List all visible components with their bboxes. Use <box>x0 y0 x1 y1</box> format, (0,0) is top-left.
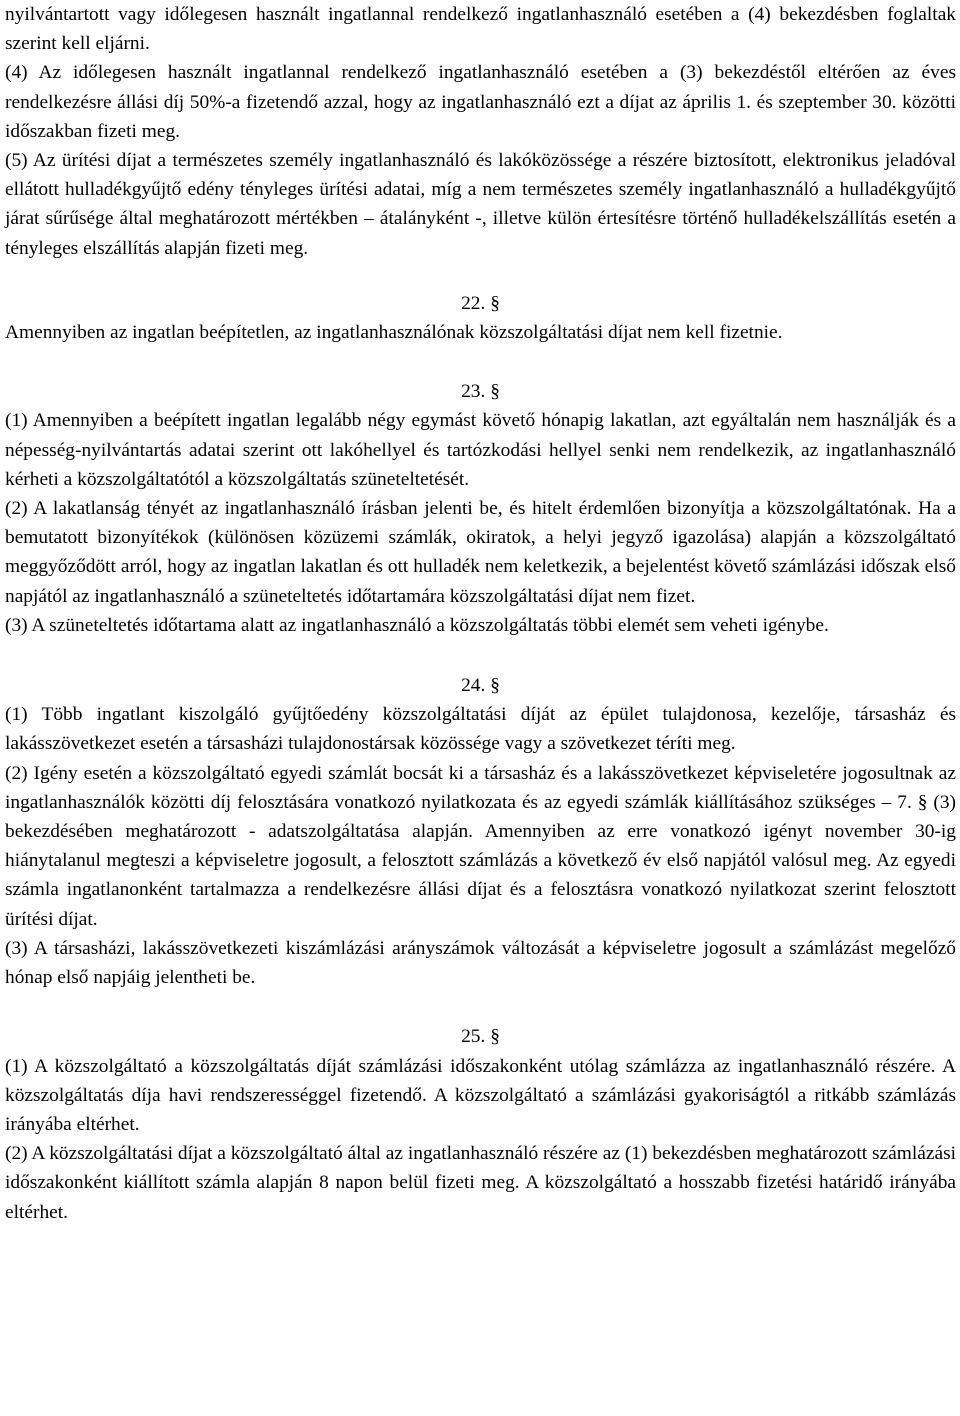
paragraph-2: (2) Igény esetén a közszolgáltató egyedi számlát bocsát ki a társasház és a lakásszövetkezet képviseletére jogosultnak az ingatlanhasználók közötti díj felosztására vonatkozó nyilatkozata és az egyedi számlák kiállításához szükséges – 7. § (3) bekezdésében meghatározott - adatszolgáltatása alapján. Amennyiben az erre vonatkozó igényt november 30-ig hiánytalanul megteszi a képviseletre jogosult, a felosztott számlázás a következő év első napjától valósul meg. Az egyedi számla ingatlanonként tartalmazza a rendelkezésre állási díjat és a felosztásra vonatkozó nyilatkozat szerint felosztott ürítési díjat. <box>5 762 956 930</box>
section-22 <box>5 289 956 347</box>
section-heading: 22. § <box>461 292 500 314</box>
paragraph-2: (2) A lakatlanság tényét az ingatlanhasználó írásban jelenti be, és hitelt érdemlően bizonyítja a közszolgáltatónak. Ha a bemutatott bizonyítékok (különösen közüzemi számlák, okiratok, a helyi jegyző igazolása) alapján a közszolgáltató meggyőződött arról, hogy az ingatlan lakatlan és ott hulladék nem keletkezik, a bejelentést követő számlázási időszak első napjától az ingatlanhasználó a szüneteltetés időtartamára közszolgáltatási díjat nem fizet. <box>5 498 956 607</box>
section-24 <box>5 671 956 992</box>
section-23 <box>5 377 956 640</box>
paragraph-4: (4) Az időlegesen használt ingatlannal rendelkező ingatlanhasználó esetében a (3) bekezdéstől eltérően az éves rendelkezésre állási díj 50%-a fizetendő azzal, hogy az ingatlanhasználó ezt a díjat az április 1. és szeptember 30. közötti időszakban fizeti meg. <box>5 62 956 142</box>
paragraph-continuation: nyilvántartott vagy időlegesen használt ingatlannal rendelkező ingatlanhasználó esetében a (4) bekezdésben foglaltak szerint kell eljárni. <box>5 4 956 55</box>
paragraph-1: (1) Amennyiben a beépített ingatlan legalább négy egymást követő hónapig lakatlan, azt egyáltalán nem használják és a népesség-nyilvántartás adatai szerint ott lakóhellyel és tartózkodási hellyel senki nem rendelkezik, az ingatlanhasználó kérheti a közszolgáltatótól a közszolgáltatás szüneteltetését. <box>5 410 956 490</box>
section-21-continuation <box>5 0 956 263</box>
section-spacer <box>5 640 956 671</box>
section-heading: 23. § <box>461 381 500 403</box>
paragraph-2: (2) A közszolgáltatási díjat a közszolgáltató által az ingatlanhasználó részére az (1) bekezdésben meghatározott számlázási időszakonként kiállított számla alapján 8 napon belül fizeti meg. A közszolgáltató a hosszabb fizetési határidő irányába eltérhet. <box>5 1143 956 1223</box>
paragraph-1: Amennyiben az ingatlan beépítetlen, az ingatlanhasználónak közszolgáltatási díjat nem kell fizetnie. <box>5 322 783 344</box>
paragraph-1: (1) A közszolgáltató a közszolgáltatás díját számlázási időszakonként utólag számlázza az ingatlanhasználó részére. A közszolgáltatás díja havi rendszerességgel fizetendő. A közszolgáltató a számlázási gyakoriságtól a ritkább számlázás irányába eltérhet. <box>5 1055 956 1135</box>
section-spacer <box>5 263 956 289</box>
section-spacer <box>5 992 956 1022</box>
paragraph-3: (3) A társasházi, lakásszövetkezeti kiszámlázási arányszámok változását a képviseletre jogosult a számlázást megelőző hónap első napjáig jelentheti be. <box>5 937 956 989</box>
section-heading: 24. § <box>461 675 500 697</box>
section-25 <box>5 1022 956 1226</box>
paragraph-3: (3) A szüneteltetés időtartama alatt az ingatlanhasználó a közszolgáltatás többi elemét sem veheti igénybe. <box>5 614 829 636</box>
paragraph-5: (5) Az ürítési díjat a természetes személy ingatlanhasználó és lakóközössége a részére biztosított, elektronikus jeladóval ellátott hulladékgyűjtő edény tényleges ürítési adatai, míg a nem természetes személy ingatlanhasználó a hulladékgyűjtő járat sűrűsége által meghatározott mértékben – átalányként -, illetve külön értesítésre történő hulladékelszállítás esetén a tényleges elszállítás alapján fizeti meg. <box>5 150 956 259</box>
paragraph-1: (1) Több ingatlant kiszolgáló gyűjtőedény közszolgáltatási díját az épület tulajdonosa, kezelője, társasház és lakásszövetkezet esetén a társasházi tulajdonostársak közössége vagy a szövetkezet téríti meg. <box>5 704 956 755</box>
section-heading: 25. § <box>461 1026 500 1048</box>
section-spacer <box>5 347 956 377</box>
